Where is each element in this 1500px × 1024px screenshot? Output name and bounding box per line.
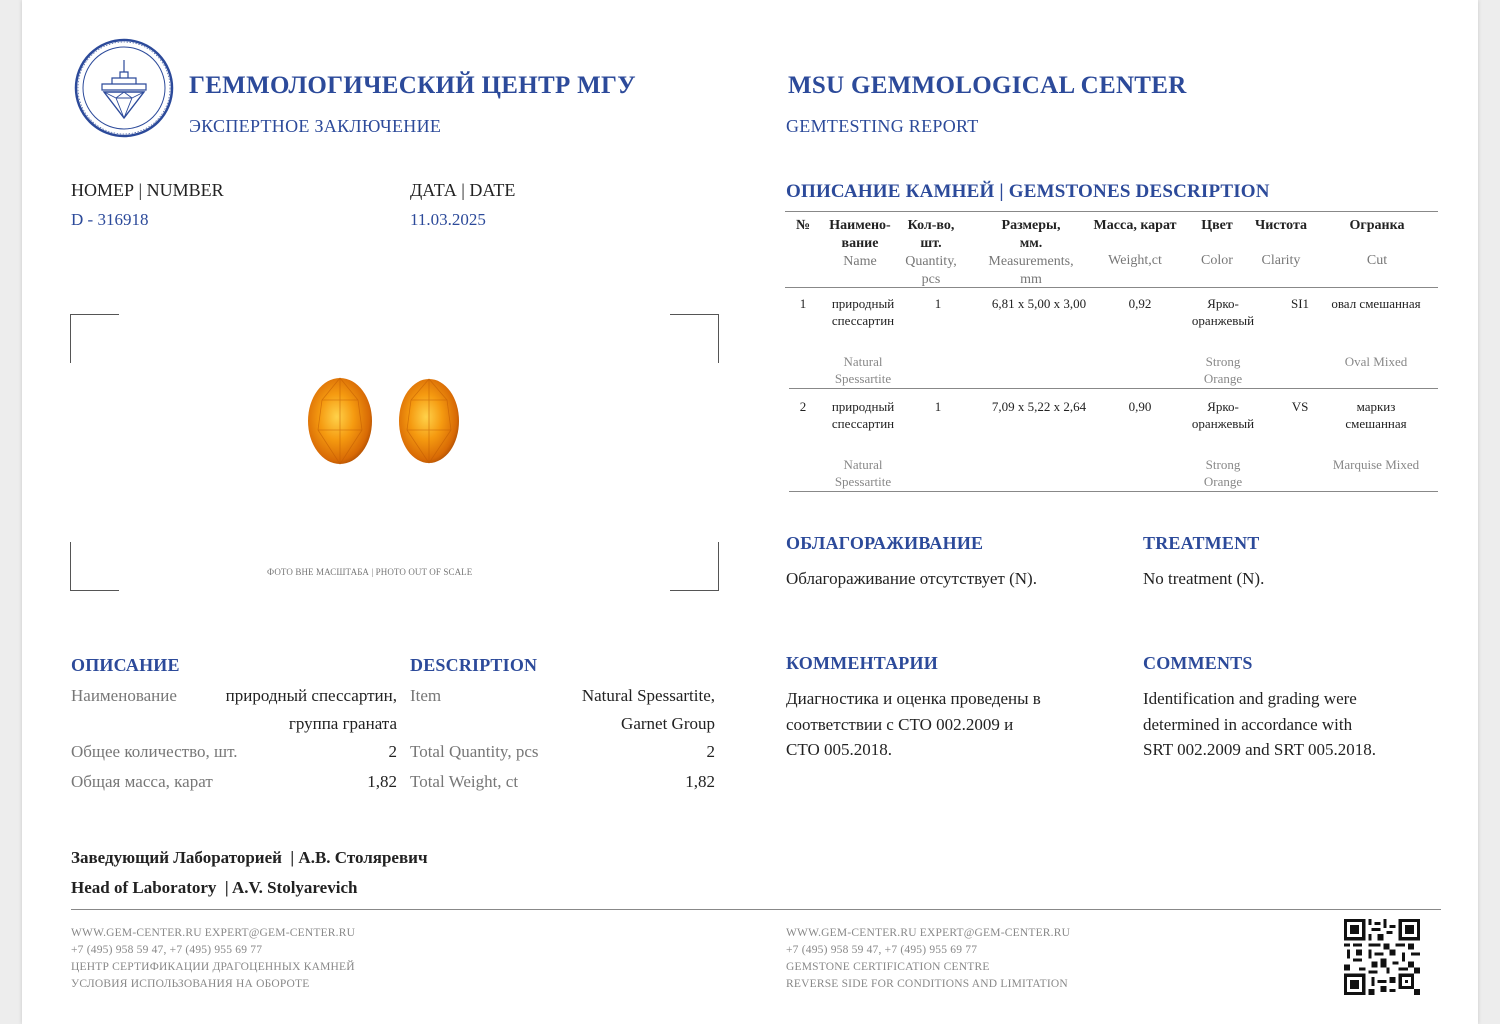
row2-name-en: Natural Spessartite [834,457,892,489]
date-value: 11.03.2025 [410,210,486,229]
signature-en: Head of Laboratory | A.V. Stolyarevich [71,878,358,897]
col-header-color: Цвет Color [1201,218,1233,268]
footer-right: WWW.GEM-CENTER.RU EXPERT@GEM-CENTER.RU +7 (495) 958 59 47, +7 (495) 955 69 77 GEMSTONE CERTIFICATION CENTRE REVERSE SIDE FOR CONDITIONS AND LIMITATION [786,927,1071,990]
row1-name-en: Natural Spessartite [834,354,892,386]
row2-color-en: Strong Orange [1203,457,1243,489]
table-rule-top [785,211,1438,212]
desc-ru-name-line2: группа граната [288,714,397,733]
desc-ru-row-name: Наименование природный спессартин, [71,686,397,705]
gemstone-photo [302,370,472,470]
table-rule-header [785,287,1438,288]
row1-color-ru: Ярко- оранжевый [1191,296,1255,328]
gemstones-heading: ОПИСАНИЕ КАМНЕЙ | GEMSTONES DESCRIPTION [786,181,1270,202]
col-header-name: Наимено- вание Name [829,218,891,269]
desc-ru-row-quantity: Общее количество, шт. 2 [71,742,397,761]
en-title: MSU GEMMOLOGICAL CENTER [788,72,1187,99]
row2-name-ru: природный спессартин [831,399,895,431]
col-header-measurements: Размеры, мм. Measurements, mm [988,218,1074,287]
frame-corner-bl [70,542,119,591]
ru-subtitle: ЭКСПЕРТНОЕ ЗАКЛЮЧЕНИЕ [189,116,442,136]
signature-ru: Заведующий Лабораторией | А.В. Столяревич [71,848,428,867]
treatment-en-text: No treatment (N). [1143,569,1265,588]
row2-cut-en: Marquise Mixed [1332,457,1420,472]
table-rule-row1 [789,388,1438,389]
footer-divider [71,909,1441,910]
row1-qty: 1 [934,296,942,311]
row2-size: 7,09 x 5,22 x 2,64 [991,399,1087,414]
desc-en-row-weight: Total Weight, ct 1,82 [410,772,715,791]
frame-corner-br [670,542,719,591]
row2-clarity: VS [1291,399,1309,414]
row1-no: 1 [799,296,807,311]
row1-cut-ru: овал смешанная [1331,296,1421,311]
date-label: ДАТА | DATE [410,180,516,200]
row1-color-en: Strong Orange [1203,354,1243,386]
row1-clarity: SI1 [1290,296,1310,311]
row2-cut-ru: маркиз смешанная [1345,399,1407,431]
description-en-table [410,682,715,796]
comments-en-text: Identification and grading were determined in accordance with SRT 002.2009 and SRT 005.2018. [1143,689,1376,759]
row1-weight: 0,92 [1128,296,1152,311]
row2-color-ru: Ярко- оранжевый [1191,399,1255,431]
number-value: D - 316918 [71,210,149,229]
report-page [22,0,1478,1024]
desc-ru-row-weight: Общая масса, карат 1,82 [71,772,397,791]
ru-title: ГЕММОЛОГИЧЕСКИЙ ЦЕНТР МГУ [189,72,636,99]
msu-logo-seal [74,38,174,138]
col-header-no: № [795,218,811,233]
table-rule-row2 [789,491,1438,492]
col-header-clarity: Чистота Clarity [1254,218,1308,268]
col-header-weight: Масса, карат Weight,ct [1093,218,1177,268]
description-en-heading: DESCRIPTION [410,655,538,675]
comments-ru-heading: КОММЕНТАРИИ [786,653,938,673]
photo-caption: ФОТО ВНЕ МАСШТАБА | PHOTO OUT OF SCALE [267,567,473,577]
col-header-cut: Огранка Cut [1349,218,1405,268]
desc-en-row-item: Item Natural Spessartite, [410,686,715,705]
row2-qty: 1 [934,399,942,414]
number-label: НОМЕР | NUMBER [71,180,224,200]
desc-en-item-line2: Garnet Group [621,714,715,733]
en-subtitle: GEMTESTING REPORT [786,116,979,136]
row1-size: 6,81 x 5,00 x 3,00 [991,296,1087,311]
treatment-ru-heading: ОБЛАГОРАЖИВАНИЕ [786,533,984,553]
frame-corner-tl [70,314,119,363]
frame-corner-tr [670,314,719,363]
comments-en-heading: COMMENTS [1143,653,1253,673]
description-ru-table [71,682,397,796]
treatment-en-heading: TREATMENT [1143,533,1260,553]
footer-left: WWW.GEM-CENTER.RU EXPERT@GEM-CENTER.RU +7 (495) 958 59 47, +7 (495) 955 69 77 ЦЕНТР СЕРТИФИКАЦИИ ДРАГОЦЕННЫХ КАМНЕЙ УСЛОВИЯ ИСПОЛЬЗОВАНИЯ НА ОБОРОТЕ [71,927,356,990]
qr-code[interactable] [1344,919,1420,995]
row2-weight: 0,90 [1128,399,1152,414]
col-header-quantity: Кол-во, шт. Quantity, pcs [905,218,957,287]
row2-no: 2 [799,399,807,414]
description-ru-heading: ОПИСАНИЕ [71,655,180,675]
comments-ru-text: Диагностика и оценка проведены в соответствии с СТО 002.2009 и СТО 005.2018. [786,689,1041,759]
row1-name-ru: природный спессартин [831,296,895,328]
treatment-ru-text: Облагораживание отсутствует (N). [786,569,1037,588]
desc-en-row-quantity: Total Quantity, pcs 2 [410,742,715,761]
row1-cut-en: Oval Mixed [1344,354,1408,369]
